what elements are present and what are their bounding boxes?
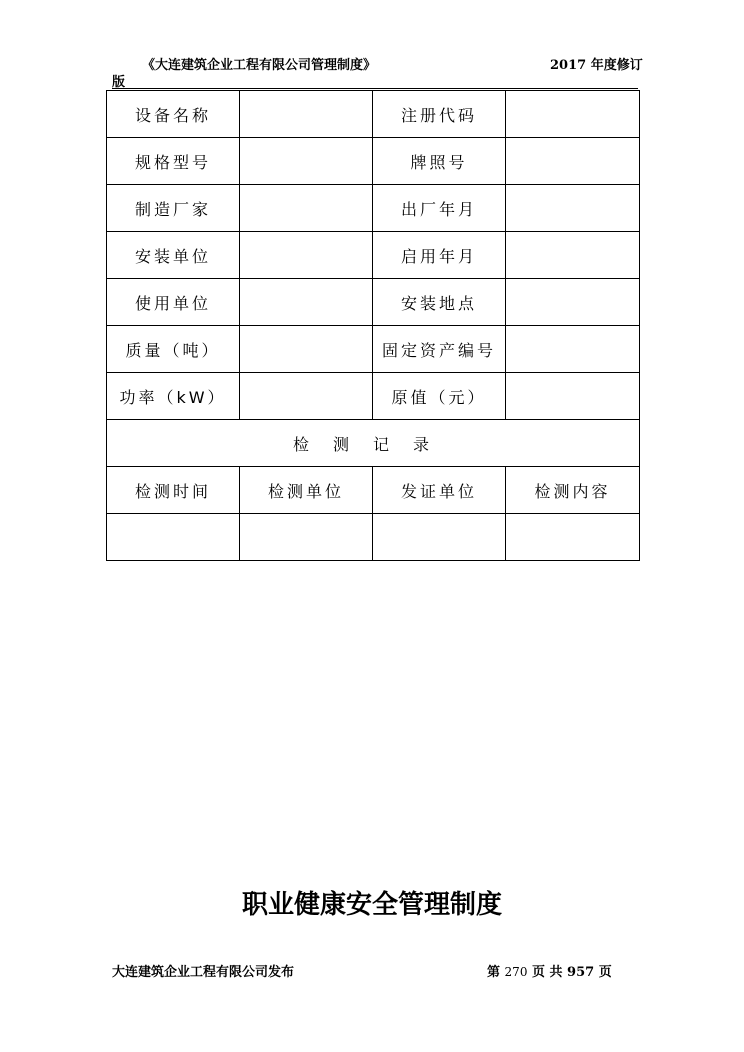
form-label: 制造厂家 (107, 185, 240, 232)
record-title-row (107, 420, 640, 467)
form-value[interactable] (240, 91, 373, 138)
record-header: 发证单位 (373, 467, 506, 514)
form-label: 使用单位 (107, 279, 240, 326)
form-value[interactable] (506, 185, 640, 232)
form-value[interactable] (240, 232, 373, 279)
form-value[interactable] (240, 373, 373, 420)
form-label: 注册代码 (373, 91, 506, 138)
form-value[interactable] (506, 91, 640, 138)
form-value[interactable] (506, 326, 640, 373)
record-header: 检测内容 (506, 467, 640, 514)
form-label: 牌照号 (373, 138, 506, 185)
form-row (107, 326, 640, 373)
form-label: 质量（吨） (107, 326, 240, 373)
form-label: 设备名称 (107, 91, 240, 138)
page-number: 270 (504, 965, 528, 979)
form-value[interactable] (506, 279, 640, 326)
record-cell[interactable] (506, 514, 640, 561)
record-cell[interactable] (373, 514, 506, 561)
document-header-year: 2017 年度修订 (550, 58, 643, 73)
form-value[interactable] (240, 326, 373, 373)
record-header: 检测单位 (240, 467, 373, 514)
form-value[interactable] (506, 232, 640, 279)
form-value[interactable] (240, 279, 373, 326)
form-value[interactable] (240, 185, 373, 232)
form-value[interactable] (240, 138, 373, 185)
footer-page-info (487, 961, 612, 980)
form-row (107, 232, 640, 279)
page-suffix: 页 (598, 965, 612, 980)
record-entry-row (107, 514, 640, 561)
form-label: 原值（元） (373, 373, 506, 420)
form-row (107, 279, 640, 326)
form-row (107, 185, 640, 232)
document-header-title: 《大连建筑企业工程有限公司管理制度》 (142, 58, 377, 73)
equipment-record-form (106, 90, 640, 561)
footer-publisher: 大连建筑企业工程有限公司发布 (112, 965, 295, 980)
header-rule (112, 88, 638, 89)
form-label: 功率（kW） (107, 373, 240, 420)
form-label: 安装地点 (373, 279, 506, 326)
record-cell[interactable] (107, 514, 240, 561)
section-title: 职业健康安全管理制度 (241, 890, 502, 920)
page-mid: 页 共 (531, 965, 563, 980)
form-row (107, 91, 640, 138)
record-title-cell (107, 420, 640, 467)
form-row (107, 138, 640, 185)
form-label: 启用年月 (373, 232, 506, 279)
form-value[interactable] (506, 373, 640, 420)
page-prefix: 第 (487, 965, 501, 980)
form-label: 出厂年月 (373, 185, 506, 232)
page-total: 957 (567, 965, 595, 980)
document-header-ban: 版 (112, 75, 126, 90)
record-title: 检测记录 (292, 434, 453, 454)
form-row (107, 373, 640, 420)
record-header-row (107, 467, 640, 514)
form-value[interactable] (506, 138, 640, 185)
record-header: 检测时间 (107, 467, 240, 514)
form-label: 规格型号 (107, 138, 240, 185)
form-label: 固定资产编号 (373, 326, 506, 373)
form-label: 安装单位 (107, 232, 240, 279)
record-cell[interactable] (240, 514, 373, 561)
